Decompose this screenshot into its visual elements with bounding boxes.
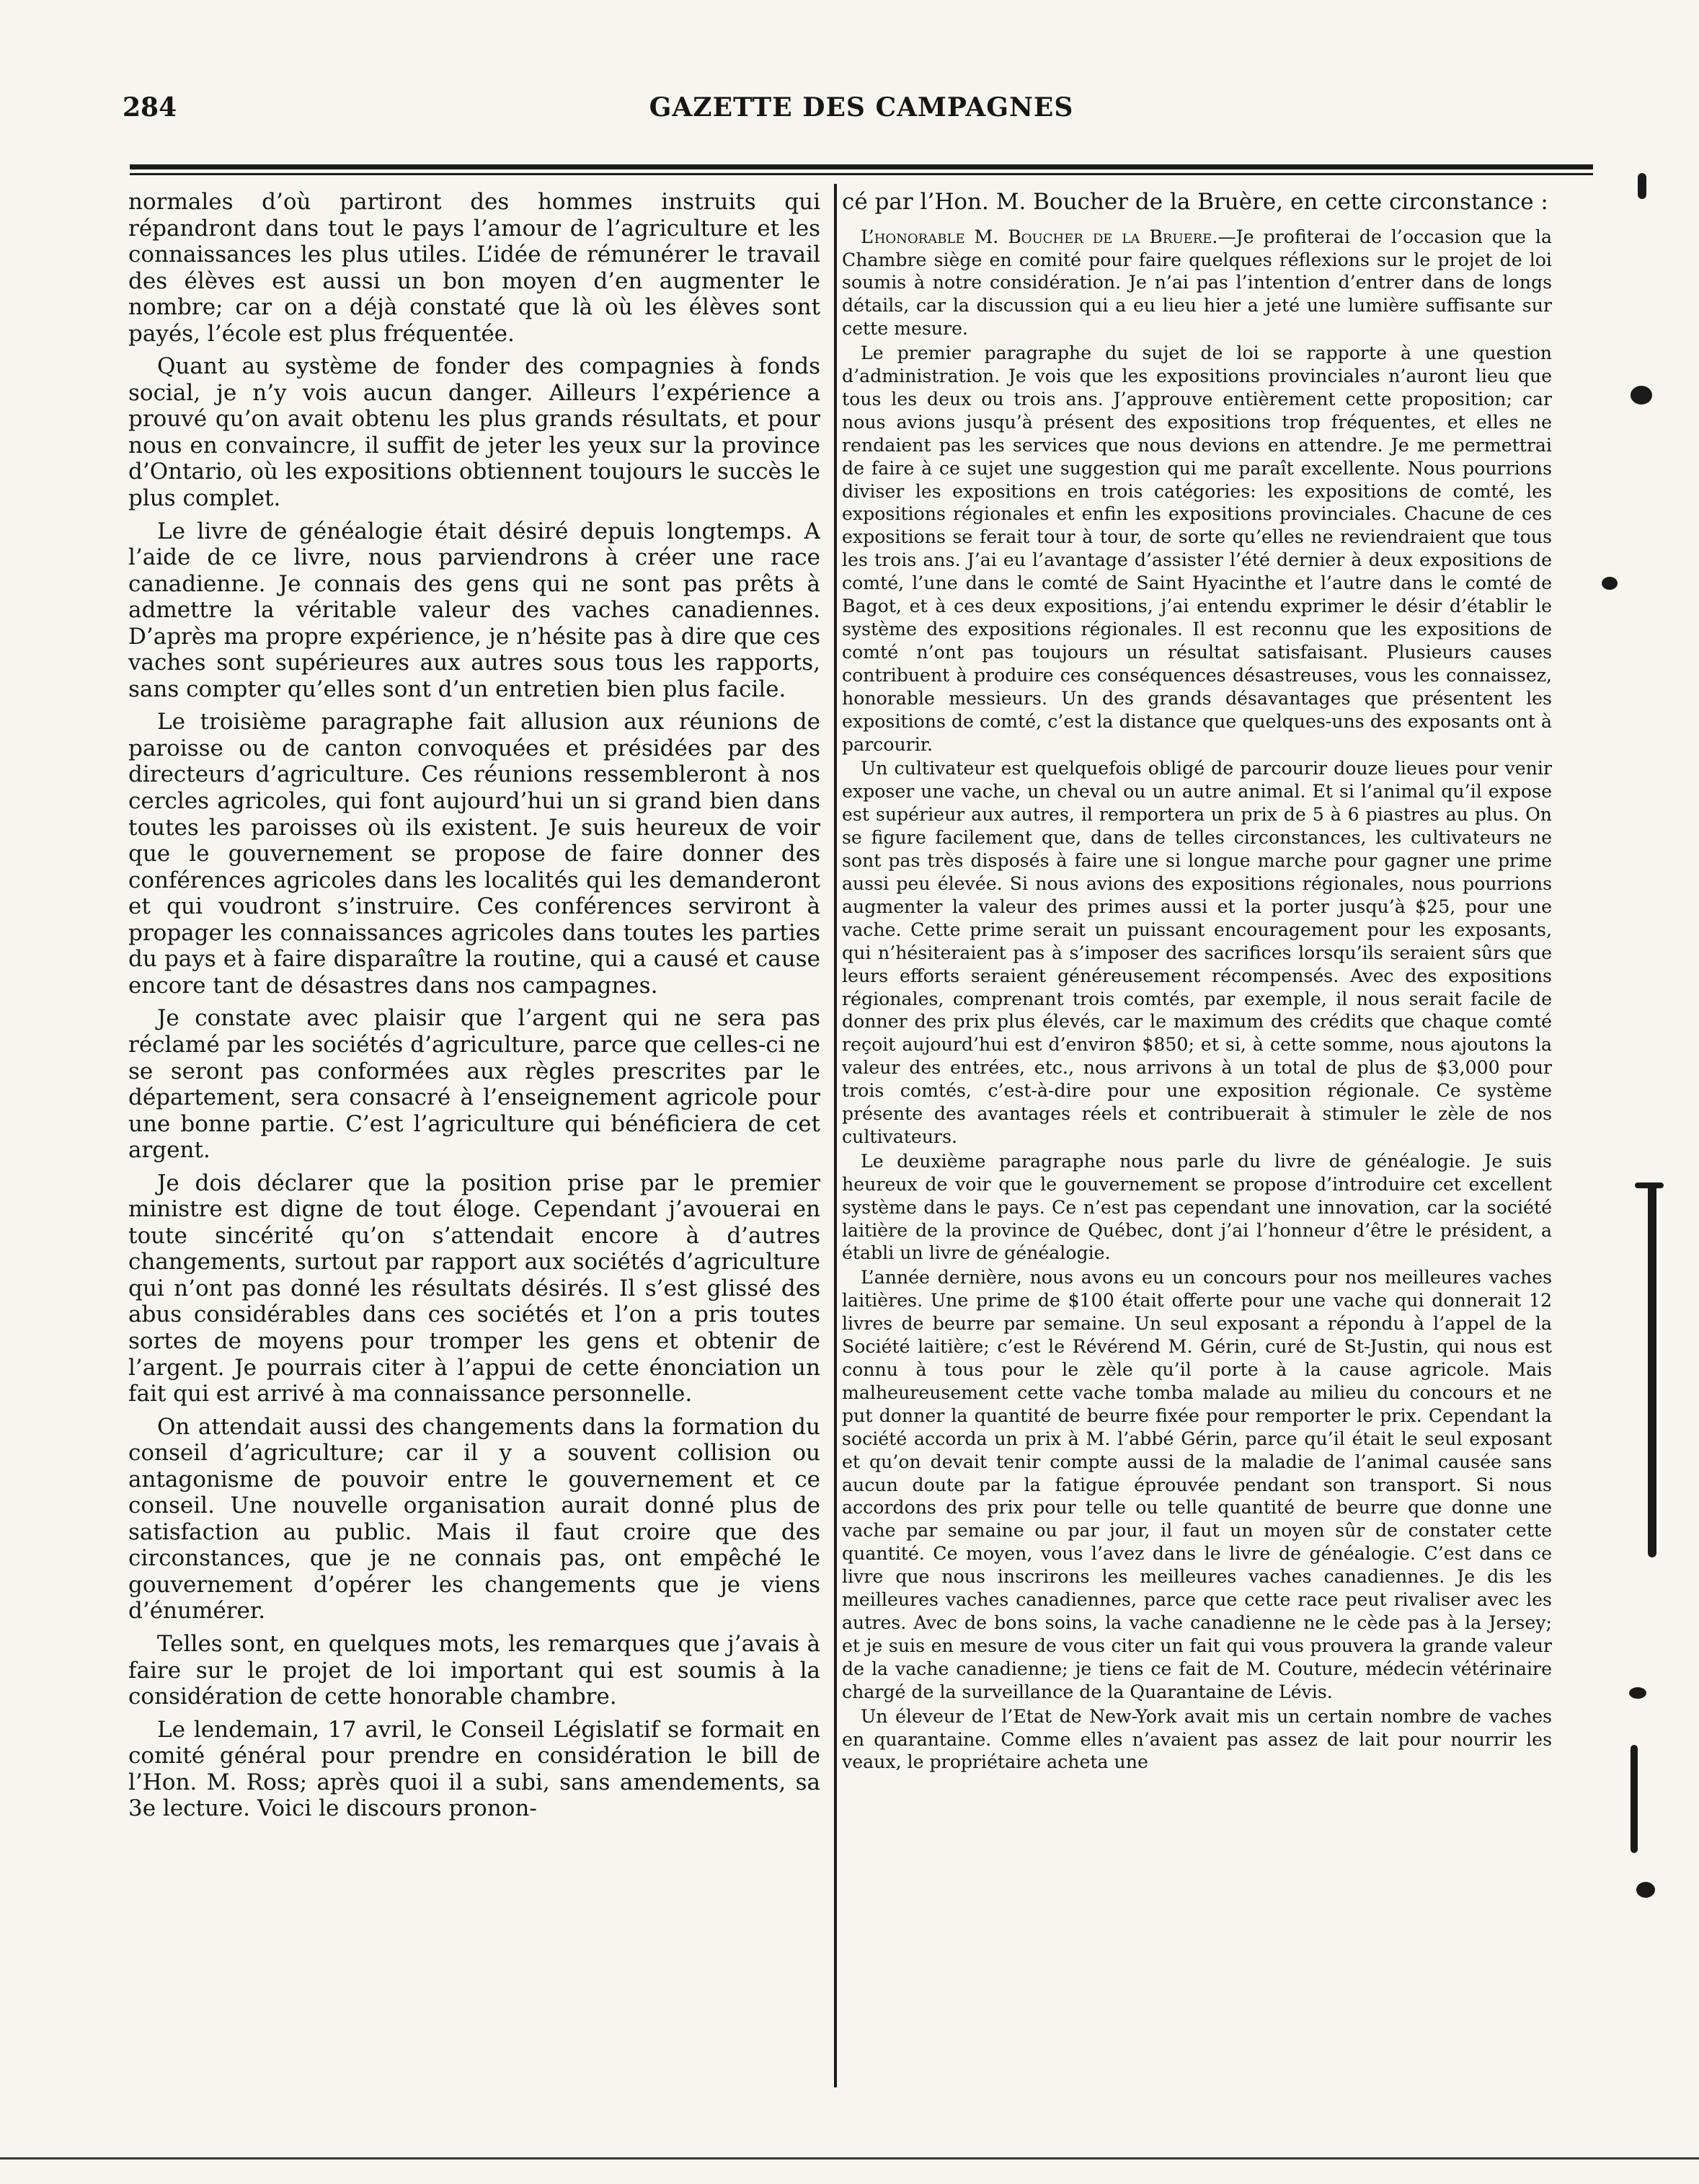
scan-artifact-mark xyxy=(1631,386,1652,404)
paragraph: normales d’où partiront des hommes instruits qui répandront dans tout le pays l’amour de l’agriculture et les connaissances les plus utiles. L’idée de rémunérer le travail des élèves est aussi un bon moyen d’en augmenter le nombre; car on a déjà constaté que là où les élèves sont payés, l’école est plus fréquentée. xyxy=(128,189,820,347)
scan-artifact-mark xyxy=(1635,1182,1664,1188)
paragraph: Le troisième paragraphe fait allusion aux réunions de paroisse ou de canton convoquées et présidées par des directeurs d’agriculture. Ces réunions ressembleront à nos cercles agricoles, qui font aujourd’hui un si grand bien dans toutes les paroisses où ils existent. Je suis heureux de voir que le gouvernement se propose de faire donner des conférences agricoles dans les localités qui les demanderont et qui voudront s’instruire. Ces conférences serviront à propager les connaissances agricoles dans toutes les parties du pays et à faire disparaître la routine, qui a causé et cause encore tant de désastres dans nos campagnes. xyxy=(128,709,820,999)
paragraph: Le lendemain, 17 avril, le Conseil Législatif se formait en comité général pour prendre en considération le bill de l’Hon. M. Ross; après quoi il a subi, sans amendements, sa 3e lecture. Voici le discours pronon- xyxy=(128,1716,820,1822)
speech-paragraph xyxy=(842,226,1552,341)
bottom-rule xyxy=(0,2157,1699,2159)
left-column xyxy=(128,189,820,2136)
right-column xyxy=(842,189,1552,2136)
scan-artifact-mark xyxy=(1629,1687,1646,1699)
paragraph: Telles sont, en quelques mots, les remarques que j’avais à faire sur le projet de loi important qui est soumis à la considération de cette honorable chambre. xyxy=(128,1630,820,1710)
header-rule-thick xyxy=(130,164,1593,169)
scan-artifact-mark xyxy=(1631,1745,1638,1853)
speech-introduction: cé par l’Hon. M. Boucher de la Bruère, en cette circonstance : xyxy=(842,189,1548,215)
paragraph: On attendait aussi des changements dans la formation du conseil d’agriculture; car il y a souvent collision ou antagonisme de pouvoir entre le gouvernement et ce conseil. Une nouvelle organisation aurait donné plus de satisfaction au public. Mais il faut croire que des circonstances, que je ne connais pas, ont empêché le gouvernement d’opérer les changements que je viens d’énumérer. xyxy=(128,1413,820,1624)
speech-paragraph: Le deuxième paragraphe nous parle du livre de généalogie. Je suis heureux de voir que le gouvernement se propose d’introduire cet excellent système dans le pays. Ce n’est pas cependant une innovation, car la société laitière de la province de Québec, dont j’ai l’honneur d’être le président, a établi un livre de généalogie. xyxy=(842,1150,1552,1264)
column-divider xyxy=(834,184,837,2087)
speech-paragraph: Un cultivateur est quelquefois obligé de parcourir douze lieues pour venir exposer une vache, un cheval ou un autre animal. Et si l’animal qu’il expose est supérieur aux autres, il remportera un prix de 5 à 6 piastres au plus. On se figure facilement que, dans de telles circonstances, les cultivateurs ne sont pas très disposés à faire une si longue marche pour gagner une prime aussi peu élevée. Si nous avions des expositions régionales, nous pourrions augmenter la valeur des primes aussi et la porter jusqu’à $25, pour une vache. Cette prime serait un puissant encouragement pour les exposants, qui n’hésiteraient pas à s’imposer des sacrifices lorsqu’ils seraient sûrs que leurs efforts seraient généreusement récompensés. Avec des expositions régionales, comprenant trois comtés, par exemple, il nous serait facile de donner des prix plus élevés, car le maximum des crédits que chaque comté reçoit aujourd’hui est d’environ $850; et si, à cette somme, nous ajoutons la valeur des entrées, etc., nous arrivons à un total de plus de $3,000 pour trois comtés, c’est-à-dire pour une exposition régionale. Ce système présente des avantages réels et contribuerait à stimuler le zèle de nos cultivateurs. xyxy=(842,758,1552,1147)
paragraph: Quant au système de fonder des compagnies à fonds social, je n’y vois aucun danger. Ailleurs l’expérience a prouvé qu’on avait obtenu les plus grands résultats, et pour nous en convaincre, il suffit de jeter les yeux sur la province d’Ontario, où les expositions obtiennent toujours le succès le plus complet. xyxy=(128,353,820,512)
paragraph: Le livre de généalogie était désiré depuis longtemps. A l’aide de ce livre, nous parviendrons à créer une race canadienne. Je connais des gens qui ne sont pas prêts à admettre la véritable valeur des vaches canadiennes. D’après ma propre expérience, je n’hésite pas à dire que ces vaches sont supérieures aux autres sous tous les rapports, sans compter qu’elles sont d’un entretien bien plus facile. xyxy=(128,518,820,702)
speech-opening: —Je profiterai de l’occasion que la Chambre siège en comité pour faire quelques réflexions sur le projet de loi soumis à notre considération. Je n’ai pas l’intention d’entrer dans de longs détails, car la discussion qui a eu lieu hier a jeté une lumière suffisante sur cette mesure. xyxy=(842,226,1552,340)
scan-artifact-mark xyxy=(1636,1882,1655,1898)
speech-paragraph: Un éleveur de l’Etat de New-York avait mis un certain nombre de vaches en quarantaine. Comme elles n’avaient pas assez de lait pour nourrir les veaux, le propriétaire acheta une xyxy=(842,1705,1552,1773)
paragraph: Je constate avec plaisir que l’argent qui ne sera pas réclamé par les sociétés d’agriculture, parce que celles-ci ne se seront pas conformées aux règles prescrites par le département, sera consacré à l’enseignement agricole pour une bonne partie. C’est l’agriculture qui bénéficiera de cet argent. xyxy=(128,1005,820,1164)
paragraph: Je dois déclarer que la position prise par le premier ministre est digne de tout éloge. Cependant j’avouerai en toute sincérité qu’on s’attendait encore à d’autres changements, surtout par rapport aux sociétés d’agriculture qui n’ont pas donné les résultats désirés. Il s’est glissé des abus considérables dans ces sociétés et l’on a pris toutes sortes de moyens pour tromper les gens et obtenir de l’argent. Je pourrais citer à l’appui de cette énonciation un fait qui est arrivé à ma connaissance personnelle. xyxy=(128,1170,820,1407)
scan-artifact-mark xyxy=(1638,173,1646,199)
page-number: 284 xyxy=(123,92,177,123)
scan-artifact-mark xyxy=(1602,577,1618,590)
header-rule-thin xyxy=(130,173,1593,175)
running-title: GAZETTE DES CAMPAGNES xyxy=(649,92,1074,123)
scan-artifact-mark xyxy=(1648,1182,1656,1557)
speech-paragraph: L’année dernière, nous avons eu un concours pour nos meilleures vaches laitières. Une prime de $100 était offerte pour une vache qui donnerait 12 livres de beurre par semaine. Un seul exposant a répondu à l’appel de la Société laitière; c’est le Révérend M. Gérin, curé de St-Justin, qui nous est connu à tous pour le zèle qu’il porte à la cause agricole. Mais malheureusement cette vache tomba malade au milieu du concours et ne put donner la quantité de beurre fixée pour remporter le prix. Cependant la société accorda un prix à M. l’abbé Gérin, parce qu’il était le seul exposant et qu’on devait tenir compte aussi de la maladie de l’animal causée sans aucun doute par la fatigue éprouvée pendant son transport. Si nous accordons des prix pour telle ou telle quantité de beurre que donne une vache par semaine ou par jour, il faut un moyen sûr de constater cette quantité. Ce moyen, vous l’avez dans le livre de généalogie. C’est dans ce livre que nous inscrirons les meilleures vaches canadiennes. Je dis les meilleures vaches canadiennes, parce que cette race peut rivaliser avec les autres. Avec de bons soins, la vache canadienne ne le cède pas à la Jersey; et je suis en mesure de vous citer un fait qui vous prouvera la grande valeur de la vache canadienne; je tiens ce fait de M. Couture, médecin vétérinaire chargé de la surveillance de la Quarantaine de Lévis. xyxy=(842,1267,1552,1702)
page-header xyxy=(123,92,1600,128)
speaker-name: L’honorable M. Boucher de la Bruere. xyxy=(861,226,1218,247)
speech-paragraph: Le premier paragraphe du sujet de loi se rapporte à une question d’administration. Je vois que les expositions provinciales n’auront lieu que tous les deux ou trois ans. J’approuve entièrement cette proposition; car nous avions jusqu’à présent des expositions trop fréquentes, et elles ne rendaient pas les services que nous devions en attendre. Je me permettrai de faire à ce sujet une suggestion qui me paraît excellente. Nous pourrions diviser les expositions en trois catégories: les expositions de comté, les expositions régionales et enfin les expositions provinciales. Chacune de ces expositions se ferait tour à tour, de sorte qu’elles ne reviendraient que tous les trois ans. J’ai eu l’avantage d’assister l’été dernier à deux expositions de comté, l’une dans le comté de Saint Hyacinthe et l’autre dans le comté de Bagot, et à ces deux expositions, j’ai entendu exprimer le désir d’établir le système des expositions régionales. Il est reconnu que les expositions de comté n’ont pas toujours un résultat satisfaisant. Plusieurs causes contribuent à produire ces conséquences désastreuses, vous les connaissez, honorable messieurs. Un des grands désavantages que présentent les expositions de comté, c’est la distance que quelques-uns des exposants ont à parcourir. xyxy=(842,342,1552,755)
